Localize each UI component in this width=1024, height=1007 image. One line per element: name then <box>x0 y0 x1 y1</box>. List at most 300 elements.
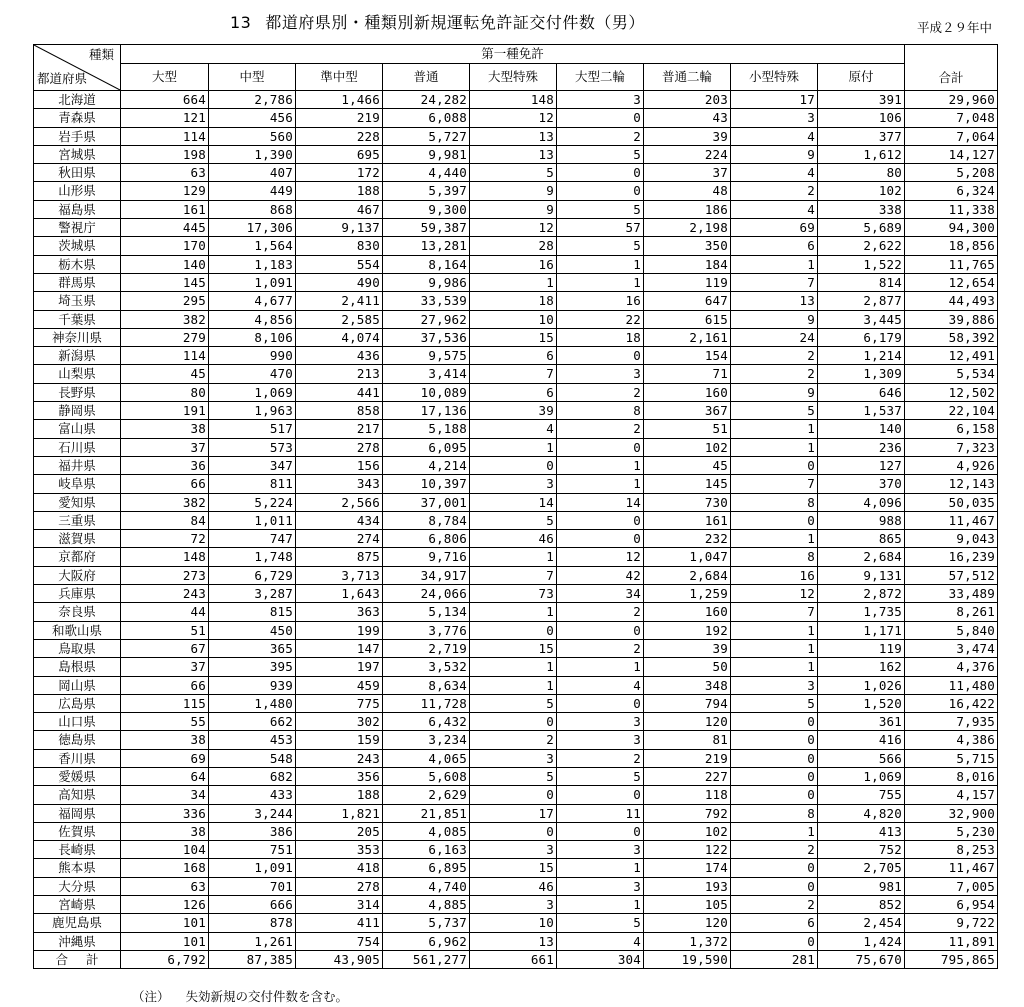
table-cell: 7,064 <box>905 127 998 145</box>
table-cell: 6,324 <box>905 182 998 200</box>
table-cell: 37,001 <box>383 493 470 511</box>
table-cell: 9,981 <box>383 145 470 163</box>
table-cell: 11,467 <box>905 511 998 529</box>
table-cell: 794 <box>644 694 731 712</box>
table-cell: 10,397 <box>383 475 470 493</box>
table-cell: 9,986 <box>383 273 470 291</box>
table-cell: 120 <box>644 713 731 731</box>
prefecture-name: 神奈川県 <box>34 328 121 346</box>
table-cell: 416 <box>818 731 905 749</box>
table-cell: 0 <box>557 621 644 639</box>
table-cell: 8,164 <box>383 255 470 273</box>
table-cell: 2 <box>557 383 644 401</box>
table-cell: 11 <box>557 804 644 822</box>
table-cell: 9 <box>470 182 557 200</box>
table-cell: 1 <box>557 255 644 273</box>
table-cell: 2 <box>557 603 644 621</box>
table-cell: 199 <box>296 621 383 639</box>
table-cell: 186 <box>644 200 731 218</box>
table-cell: 2,198 <box>644 219 731 237</box>
table-cell: 192 <box>644 621 731 639</box>
table-cell: 227 <box>644 767 731 785</box>
table-cell: 875 <box>296 548 383 566</box>
table-cell: 191 <box>121 402 209 420</box>
table-row <box>34 420 998 438</box>
table-cell: 2 <box>731 841 818 859</box>
table-cell: 433 <box>209 786 296 804</box>
table-cell: 441 <box>296 383 383 401</box>
table-cell: 814 <box>818 273 905 291</box>
table-cell: 5 <box>557 914 644 932</box>
table-cell: 18 <box>557 328 644 346</box>
table-cell: 37,536 <box>383 328 470 346</box>
table-row <box>34 328 998 346</box>
table-cell: 7,005 <box>905 877 998 895</box>
table-cell: 2,684 <box>644 566 731 584</box>
table-cell: 64 <box>121 767 209 785</box>
table-cell: 1,261 <box>209 932 296 950</box>
prefecture-name: 徳島県 <box>34 731 121 749</box>
table-cell: 36 <box>121 456 209 474</box>
table-cell: 39 <box>644 639 731 657</box>
table-row <box>34 200 998 218</box>
table-cell: 1,480 <box>209 694 296 712</box>
table-cell: 878 <box>209 914 296 932</box>
total-cell: 795,865 <box>905 950 998 968</box>
table-cell: 11,467 <box>905 859 998 877</box>
table-cell: 560 <box>209 127 296 145</box>
table-cell: 197 <box>296 658 383 676</box>
table-cell: 353 <box>296 841 383 859</box>
table-cell: 58,392 <box>905 328 998 346</box>
total-cell: 6,792 <box>121 950 209 968</box>
table-cell: 22,104 <box>905 402 998 420</box>
table-cell: 16 <box>731 566 818 584</box>
total-cell: 43,905 <box>296 950 383 968</box>
table-cell: 228 <box>296 127 383 145</box>
table-cell: 63 <box>121 164 209 182</box>
table-cell: 50,035 <box>905 493 998 511</box>
table-cell: 2 <box>557 420 644 438</box>
table-cell: 3 <box>557 877 644 895</box>
table-cell: 2,161 <box>644 328 731 346</box>
table-cell: 188 <box>296 786 383 804</box>
page-title <box>230 10 645 33</box>
table-cell: 114 <box>121 127 209 145</box>
table-cell: 0 <box>731 731 818 749</box>
table-cell: 3,776 <box>383 621 470 639</box>
table-cell: 57,512 <box>905 566 998 584</box>
table-row <box>34 566 998 584</box>
table-cell: 46 <box>470 530 557 548</box>
table-cell: 174 <box>644 859 731 877</box>
table-cell: 682 <box>209 767 296 785</box>
table-cell: 205 <box>296 822 383 840</box>
table-cell: 13 <box>470 145 557 163</box>
table-cell: 3 <box>470 475 557 493</box>
table-cell: 1 <box>557 896 644 914</box>
prefecture-name: 三重県 <box>34 511 121 529</box>
table-cell: 6,954 <box>905 896 998 914</box>
table-cell: 273 <box>121 566 209 584</box>
table-cell: 12,654 <box>905 273 998 291</box>
table-cell: 1,390 <box>209 145 296 163</box>
table-cell: 1,735 <box>818 603 905 621</box>
table-cell: 148 <box>470 91 557 109</box>
table-cell: 120 <box>644 914 731 932</box>
table-row <box>34 310 998 328</box>
table-cell: 1 <box>731 822 818 840</box>
table-cell: 81 <box>644 731 731 749</box>
table-cell: 0 <box>557 822 644 840</box>
table-cell: 1,069 <box>209 383 296 401</box>
corner-type-label: 種類 <box>88 47 114 62</box>
prefecture-name: 滋賀県 <box>34 530 121 548</box>
table-cell: 106 <box>818 109 905 127</box>
table-cell: 1 <box>731 621 818 639</box>
table-cell: 279 <box>121 328 209 346</box>
table-row <box>34 658 998 676</box>
table-cell: 5,188 <box>383 420 470 438</box>
table-cell: 66 <box>121 676 209 694</box>
table-cell: 21,851 <box>383 804 470 822</box>
table-cell: 9 <box>731 310 818 328</box>
table-cell: 38 <box>121 731 209 749</box>
table-cell: 5 <box>731 694 818 712</box>
table-row <box>34 109 998 127</box>
table-cell: 22 <box>557 310 644 328</box>
table-cell: 4,677 <box>209 292 296 310</box>
table-cell: 51 <box>644 420 731 438</box>
table-cell: 363 <box>296 603 383 621</box>
table-cell: 548 <box>209 749 296 767</box>
table-cell: 751 <box>209 841 296 859</box>
table-cell: 66 <box>121 475 209 493</box>
table-cell: 154 <box>644 347 731 365</box>
table-cell: 203 <box>644 91 731 109</box>
table-cell: 71 <box>644 365 731 383</box>
prefecture-name: 高知県 <box>34 786 121 804</box>
table-cell: 0 <box>557 438 644 456</box>
table-cell: 224 <box>644 145 731 163</box>
table-cell: 4 <box>557 676 644 694</box>
table-cell: 3 <box>731 109 818 127</box>
total-cell: 19,590 <box>644 950 731 968</box>
table-cell: 17 <box>731 91 818 109</box>
table-cell: 754 <box>296 932 383 950</box>
prefecture-name: 香川県 <box>34 749 121 767</box>
table-cell: 4,074 <box>296 328 383 346</box>
table-cell: 5 <box>557 767 644 785</box>
table-cell: 615 <box>644 310 731 328</box>
prefecture-name: 岩手県 <box>34 127 121 145</box>
table-cell: 4 <box>731 164 818 182</box>
table-row <box>34 767 998 785</box>
table-cell: 34 <box>557 585 644 603</box>
table-cell: 278 <box>296 438 383 456</box>
table-row <box>34 932 998 950</box>
table-cell: 5 <box>470 511 557 529</box>
table-cell: 18 <box>470 292 557 310</box>
table-cell: 701 <box>209 877 296 895</box>
table-cell: 8,634 <box>383 676 470 694</box>
prefecture-name: 和歌山県 <box>34 621 121 639</box>
table-cell: 858 <box>296 402 383 420</box>
table-cell: 4 <box>470 420 557 438</box>
table-cell: 28 <box>470 237 557 255</box>
table-cell: 8,253 <box>905 841 998 859</box>
column-header: 小型特殊 <box>731 64 818 91</box>
table-cell: 988 <box>818 511 905 529</box>
table-cell: 119 <box>644 273 731 291</box>
table-cell: 278 <box>296 877 383 895</box>
table-cell: 5,727 <box>383 127 470 145</box>
table-cell: 295 <box>121 292 209 310</box>
total-row-label: 合計 <box>34 950 121 968</box>
table-row <box>34 383 998 401</box>
table-cell: 5 <box>557 145 644 163</box>
table-cell: 361 <box>818 713 905 731</box>
table-cell: 43 <box>644 109 731 127</box>
table-cell: 37 <box>121 658 209 676</box>
prefecture-name: 栃木県 <box>34 255 121 273</box>
table-cell: 57 <box>557 219 644 237</box>
table-cell: 1,520 <box>818 694 905 712</box>
table-cell: 243 <box>296 749 383 767</box>
table-cell: 7,935 <box>905 713 998 731</box>
table-cell: 2,786 <box>209 91 296 109</box>
table-cell: 46 <box>470 877 557 895</box>
table-cell: 101 <box>121 914 209 932</box>
table-cell: 1,183 <box>209 255 296 273</box>
table-cell: 1 <box>470 548 557 566</box>
table-cell: 3,244 <box>209 804 296 822</box>
table-cell: 755 <box>818 786 905 804</box>
table-cell: 4,926 <box>905 456 998 474</box>
table-cell: 184 <box>644 255 731 273</box>
table-cell: 382 <box>121 310 209 328</box>
prefecture-name: 大分県 <box>34 877 121 895</box>
table-cell: 868 <box>209 200 296 218</box>
table-cell: 1,214 <box>818 347 905 365</box>
table-cell: 0 <box>470 822 557 840</box>
table-cell: 1 <box>470 658 557 676</box>
prefecture-name: 宮城県 <box>34 145 121 163</box>
table-cell: 1,091 <box>209 273 296 291</box>
table-cell: 15 <box>470 859 557 877</box>
table-cell: 14,127 <box>905 145 998 163</box>
table-cell: 0 <box>731 932 818 950</box>
table-cell: 2,719 <box>383 639 470 657</box>
table-cell: 16 <box>470 255 557 273</box>
table-cell: 6 <box>731 237 818 255</box>
table-cell: 8 <box>731 493 818 511</box>
table-cell: 161 <box>644 511 731 529</box>
table-cell: 0 <box>557 511 644 529</box>
table-cell: 775 <box>296 694 383 712</box>
table-cell: 9,575 <box>383 347 470 365</box>
table-cell: 450 <box>209 621 296 639</box>
table-cell: 4,065 <box>383 749 470 767</box>
table-cell: 3 <box>557 713 644 731</box>
table-cell: 4,157 <box>905 786 998 804</box>
table-cell: 94,300 <box>905 219 998 237</box>
table-row <box>34 511 998 529</box>
table-cell: 1 <box>731 639 818 657</box>
table-row <box>34 530 998 548</box>
table-cell: 37 <box>644 164 731 182</box>
prefecture-name: 沖縄県 <box>34 932 121 950</box>
column-header: 中型 <box>209 64 296 91</box>
table-cell: 17,136 <box>383 402 470 420</box>
table-cell: 1,537 <box>818 402 905 420</box>
table-cell: 467 <box>296 200 383 218</box>
table-cell: 50 <box>644 658 731 676</box>
table-cell: 0 <box>557 164 644 182</box>
table-cell: 11,891 <box>905 932 998 950</box>
table-cell: 5 <box>470 164 557 182</box>
table-cell: 9,300 <box>383 200 470 218</box>
license-table <box>33 44 998 969</box>
table-cell: 127 <box>818 456 905 474</box>
prefecture-name: 島根県 <box>34 658 121 676</box>
table-cell: 6 <box>470 383 557 401</box>
total-cell: 75,670 <box>818 950 905 968</box>
table-cell: 147 <box>296 639 383 657</box>
table-cell: 0 <box>731 511 818 529</box>
table-cell: 5,840 <box>905 621 998 639</box>
table-cell: 5,715 <box>905 749 998 767</box>
table-cell: 9 <box>731 145 818 163</box>
table-cell: 1 <box>470 603 557 621</box>
table-cell: 6,962 <box>383 932 470 950</box>
table-cell: 37 <box>121 438 209 456</box>
table-cell: 365 <box>209 639 296 657</box>
table-cell: 2,411 <box>296 292 383 310</box>
table-cell: 18,856 <box>905 237 998 255</box>
table-cell: 102 <box>818 182 905 200</box>
table-cell: 140 <box>818 420 905 438</box>
table-cell: 517 <box>209 420 296 438</box>
table-cell: 38 <box>121 420 209 438</box>
table-row <box>34 164 998 182</box>
table-cell: 119 <box>818 639 905 657</box>
table-cell: 59,387 <box>383 219 470 237</box>
table-cell: 377 <box>818 127 905 145</box>
table-cell: 348 <box>644 676 731 694</box>
table-cell: 1,091 <box>209 859 296 877</box>
table-cell: 1,011 <box>209 511 296 529</box>
table-cell: 336 <box>121 804 209 822</box>
table-cell: 747 <box>209 530 296 548</box>
table-cell: 148 <box>121 548 209 566</box>
table-cell: 11,765 <box>905 255 998 273</box>
table-cell: 0 <box>731 713 818 731</box>
table-cell: 662 <box>209 713 296 731</box>
table-cell: 29,960 <box>905 91 998 109</box>
table-cell: 1,069 <box>818 767 905 785</box>
total-cell: 561,277 <box>383 950 470 968</box>
table-row <box>34 347 998 365</box>
table-cell: 449 <box>209 182 296 200</box>
table-cell: 1,424 <box>818 932 905 950</box>
table-cell: 647 <box>644 292 731 310</box>
table-cell: 1,612 <box>818 145 905 163</box>
table-cell: 17,306 <box>209 219 296 237</box>
table-cell: 236 <box>818 438 905 456</box>
total-cell: 281 <box>731 950 818 968</box>
title-number: 13 <box>230 13 252 32</box>
table-cell: 243 <box>121 585 209 603</box>
prefecture-name: 大阪府 <box>34 566 121 584</box>
table-cell: 1 <box>731 438 818 456</box>
table-cell: 566 <box>818 749 905 767</box>
table-cell: 646 <box>818 383 905 401</box>
table-cell: 7 <box>731 603 818 621</box>
prefecture-name: 茨城県 <box>34 237 121 255</box>
table-cell: 3 <box>470 841 557 859</box>
table-row <box>34 822 998 840</box>
table-cell: 16,239 <box>905 548 998 566</box>
prefecture-name: 警視庁 <box>34 219 121 237</box>
table-cell: 0 <box>731 877 818 895</box>
table-cell: 1 <box>731 658 818 676</box>
table-cell: 10 <box>470 310 557 328</box>
table-cell: 6,179 <box>818 328 905 346</box>
table-cell: 3 <box>470 749 557 767</box>
table-row <box>34 255 998 273</box>
table-cell: 2 <box>731 365 818 383</box>
table-cell: 24,066 <box>383 585 470 603</box>
table-cell: 391 <box>818 91 905 109</box>
corner-prefecture-label: 都道府県 <box>37 70 88 86</box>
table-row <box>34 621 998 639</box>
table-cell: 217 <box>296 420 383 438</box>
table-cell: 3 <box>731 676 818 694</box>
table-cell: 1 <box>731 255 818 273</box>
table-cell: 126 <box>121 896 209 914</box>
table-cell: 2,684 <box>818 548 905 566</box>
table-cell: 490 <box>296 273 383 291</box>
table-cell: 5 <box>557 237 644 255</box>
table-cell: 1 <box>557 456 644 474</box>
table-cell: 434 <box>296 511 383 529</box>
table-cell: 4,885 <box>383 896 470 914</box>
column-header: 大型 <box>121 64 209 91</box>
table-cell: 2,585 <box>296 310 383 328</box>
table-cell: 2 <box>557 127 644 145</box>
table-cell: 159 <box>296 731 383 749</box>
table-cell: 11,338 <box>905 200 998 218</box>
table-cell: 8 <box>731 548 818 566</box>
table-row <box>34 713 998 731</box>
table-cell: 5,397 <box>383 182 470 200</box>
prefecture-name: 愛知県 <box>34 493 121 511</box>
table-cell: 3 <box>470 896 557 914</box>
table-cell: 39 <box>470 402 557 420</box>
table-row <box>34 676 998 694</box>
table-cell: 84 <box>121 511 209 529</box>
table-cell: 395 <box>209 658 296 676</box>
table-cell: 792 <box>644 804 731 822</box>
table-row <box>34 859 998 877</box>
table-cell: 0 <box>731 786 818 804</box>
prefecture-name: 秋田県 <box>34 164 121 182</box>
table-cell: 0 <box>557 109 644 127</box>
table-cell: 5,230 <box>905 822 998 840</box>
table-cell: 3,287 <box>209 585 296 603</box>
table-cell: 45 <box>644 456 731 474</box>
